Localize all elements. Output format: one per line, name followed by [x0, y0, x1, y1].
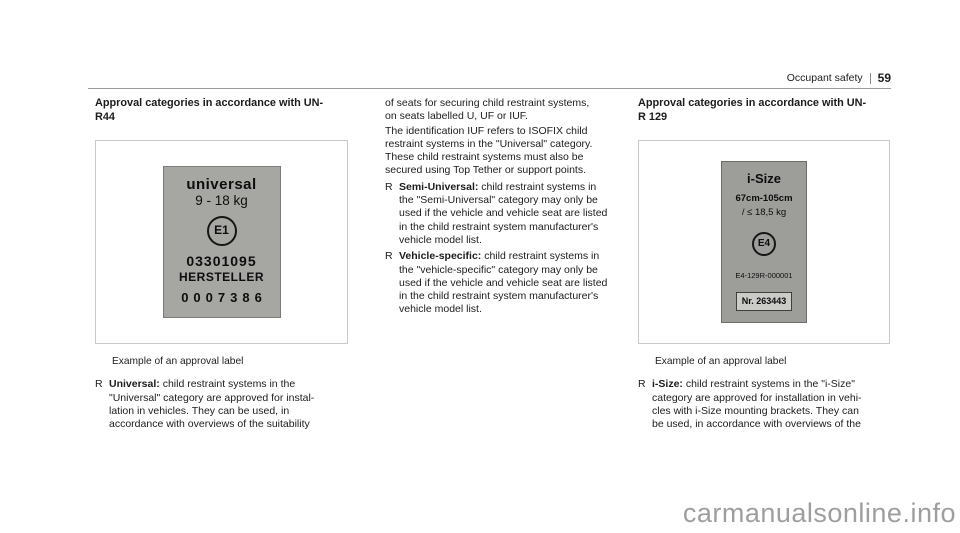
bullet-semi-universal: [385, 181, 626, 247]
label-serial-number: Nr. 263443: [736, 292, 793, 311]
bullet-list: [385, 181, 626, 317]
label-size-range: 67cm-105cm: [735, 193, 793, 205]
label-weight-range: 9 - 18 kg: [195, 192, 248, 208]
bullet-vehicle-specific: [385, 250, 626, 316]
universal-approval-label-image: [163, 166, 281, 317]
heading-un-r129: Approval categories in accordance with UN- R 129: [638, 97, 867, 123]
bullet-text: [399, 250, 607, 316]
label-title: universal: [186, 176, 257, 194]
label-manufacturer: HERSTELLER: [178, 270, 264, 285]
bullet-marker: R: [95, 378, 103, 391]
bullet-marker: R: [385, 250, 393, 263]
column-un-r129: [638, 97, 890, 431]
column-un-r44: [95, 97, 348, 431]
e1-approval-mark: E1: [207, 216, 237, 246]
header-rule: [88, 88, 891, 89]
label-approval-number: E4-129R-000001: [735, 270, 793, 280]
bullet-text: [399, 181, 607, 247]
bullet-marker: R: [638, 378, 646, 391]
bullet-body: child restraint systems in the "Semi-Universal" category may only be used if the vehicle and vehicle seat are listed in the child restraint system manufacturer's vehicle model list.: [399, 180, 608, 246]
column-middle-text: [385, 97, 626, 317]
bullet-list: [638, 378, 890, 431]
heading-un-r44: Approval categories in accordance with UN- R44: [95, 97, 324, 123]
figure-caption: Example of an approval label: [112, 356, 244, 367]
bullet-lead: Vehicle-specific:: [399, 250, 482, 263]
label-weight-limit: / ≤ 18,5 kg: [741, 207, 787, 219]
figure-approval-label-r44: [95, 140, 348, 344]
bullet-marker: R: [385, 180, 393, 193]
figure-approval-label-r129: [638, 140, 890, 344]
bullet-text: [109, 378, 314, 431]
label-title: i-Size: [747, 170, 781, 186]
paragraph-seat-labels: of seats for securing child restraint systems, on seats labelled U, UF or IUF.: [385, 97, 590, 123]
i-size-approval-label-image: [721, 161, 807, 323]
bullet-universal: [95, 378, 348, 431]
label-serial-number: 0007386: [181, 290, 267, 306]
page-header: [787, 71, 891, 85]
figure-caption: Example of an approval label: [655, 356, 787, 367]
paragraph-iuf-isofix: The identification IUF refers to ISOFIX child restraint systems in the "Universal" category. These child restraint systems must also be secured using Top Tether or support points.: [385, 124, 593, 177]
bullet-i-size: [638, 378, 890, 431]
bullet-lead: Semi-Universal:: [399, 180, 479, 193]
page-number: 59: [877, 71, 891, 85]
bullet-lead: Universal:: [109, 378, 160, 391]
header-divider: [870, 73, 871, 84]
header-section-title: Occupant safety: [786, 72, 863, 84]
bullet-body: child restraint systems in the "vehicle-specific" category may only be used if the vehicle and vehicle seat are listed in the child restraint system manufacturer's vehicle model list.: [399, 250, 608, 316]
watermark: carmanualsonline.info: [682, 498, 956, 528]
label-approval-number: 03301095: [186, 252, 257, 269]
bullet-lead: i-Size:: [652, 378, 683, 391]
bullet-text: [652, 378, 862, 431]
bullet-body: child restraint systems in the "Universal" category are approved for instal- lation in vehicles. They can be used, in accordance with overviews of the suitability: [109, 378, 315, 431]
bullet-body: child restraint systems in the "i-Size" category are approved for installation in vehi- cles with i-Size mounting brackets. They can be used, in accordance with overviews of the: [652, 378, 862, 431]
bullet-list: [95, 378, 348, 431]
e4-approval-mark: E4: [752, 232, 776, 256]
